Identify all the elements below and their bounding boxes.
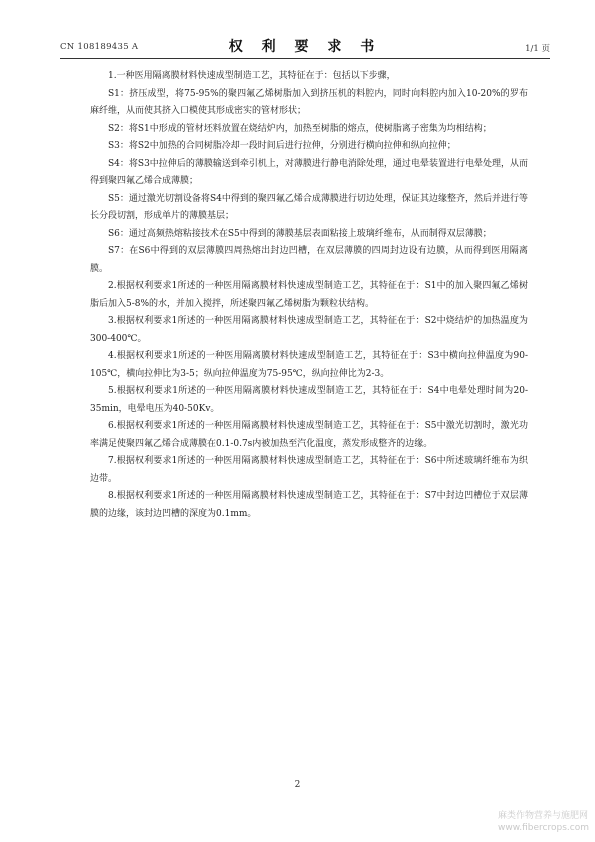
claims-body bbox=[90, 68, 528, 523]
claim-1-step-s5: S5：通过激光切割设备将S4中得到的聚四氟乙烯合成薄膜进行切边处理，保证其边缘整齐，然后并进行等长分段切割，形成单片的薄膜基层； bbox=[90, 193, 528, 221]
claim-1-step-s3: S3：将S2中加热的合同树脂冷却一段时间后进行拉伸，分别进行横向拉伸和纵向拉伸； bbox=[108, 141, 456, 151]
claim-3: 3.根据权利要求1所述的一种医用隔离膜材料快速成型制造工艺，其特征在于：S2中烧结炉的加热温度为300-400℃。 bbox=[90, 316, 528, 344]
page-indicator: 1/1 页 bbox=[525, 44, 550, 54]
claim-1-step-s4: S4：将S3中拉伸后的薄膜输送到牵引机上，对薄膜进行静电消除处理，通过电晕装置进行电晕处理，从而得到聚四氟乙烯合成薄膜； bbox=[90, 158, 528, 186]
claim-1-step-s6: S6：通过高频热熔粘接技术在S5中得到的薄膜基层表面粘接上玻璃纤维布，从而制得双层薄膜； bbox=[108, 228, 492, 239]
watermark bbox=[498, 810, 589, 834]
claim-4: 4.根据权利要求1所述的一种医用隔离膜材料快速成型制造工艺，其特征在于：S3中横向拉伸温度为90-105℃，横向拉伸比为3-5；纵向拉伸温度为75-95℃，纵向拉伸比为2-3。 bbox=[90, 351, 528, 379]
claim-6: 6.根据权利要求1所述的一种医用隔离膜材料快速成型制造工艺，其特征在于：S5中激光切割时，激光功率满足使聚四氟乙烯合成薄膜在0.1-0.7s内被加热至汽化温度，蒸发形成整齐的边缘。 bbox=[90, 421, 528, 449]
page-number: 2 bbox=[294, 780, 301, 790]
claim-1-intro: 1.一种医用隔离膜材料快速成型制造工艺，其特征在于：包括以下步骤， bbox=[108, 71, 396, 81]
claim-1-step-s7: S7：在S6中得到的双层薄膜四周热熔出封边凹槽，在双层薄膜的四周封边设有边膜，从而得到医用隔离膜。 bbox=[90, 246, 528, 274]
claim-2: 2.根据权利要求1所述的一种医用隔离膜材料快速成型制造工艺，其特征在于：S1中的加入聚四氟乙烯树脂后加入5-8%的水，并加入搅拌，所述聚四氟乙烯树脂为颗粒状结构。 bbox=[90, 281, 528, 309]
publication-number: CN 108189435 A bbox=[60, 42, 139, 52]
watermark-url: www.fibercrops.com bbox=[498, 823, 589, 833]
claim-8: 8.根据权利要求1所述的一种医用隔离膜材料快速成型制造工艺，其特征在于：S7中封边凹槽位于双层薄膜的边缘，该封边凹槽的深度为0.1mm。 bbox=[90, 491, 528, 519]
claim-1-step-s1: S1：挤压成型，将75-95%的聚四氟乙烯树脂加入到挤压机的料腔内，同时向料腔内加入10-20%的罗布麻纤维，从而使其挤入口模使其形成密实的管材形状； bbox=[90, 88, 528, 116]
claim-7: 7.根据权利要求1所述的一种医用隔离膜材料快速成型制造工艺，其特征在于：S6中所述玻璃纤维布为织边带。 bbox=[90, 456, 528, 484]
document-title: 权 利 要 求 书 bbox=[228, 39, 382, 55]
watermark-site-name: 麻类作物营养与施肥网 bbox=[498, 811, 589, 821]
page-header bbox=[60, 36, 550, 58]
header-rule bbox=[60, 58, 550, 59]
claim-5: 5.根据权利要求1所述的一种医用隔离膜材料快速成型制造工艺，其特征在于：S4中电晕处理时间为20-35min，电晕电压为40-50Kv。 bbox=[90, 386, 528, 414]
claim-1-step-s2: S2：将S1中形成的管材坯料放置在烧结炉内，加热至树脂的熔点，使树脂离子密集为均相结构； bbox=[108, 123, 492, 134]
